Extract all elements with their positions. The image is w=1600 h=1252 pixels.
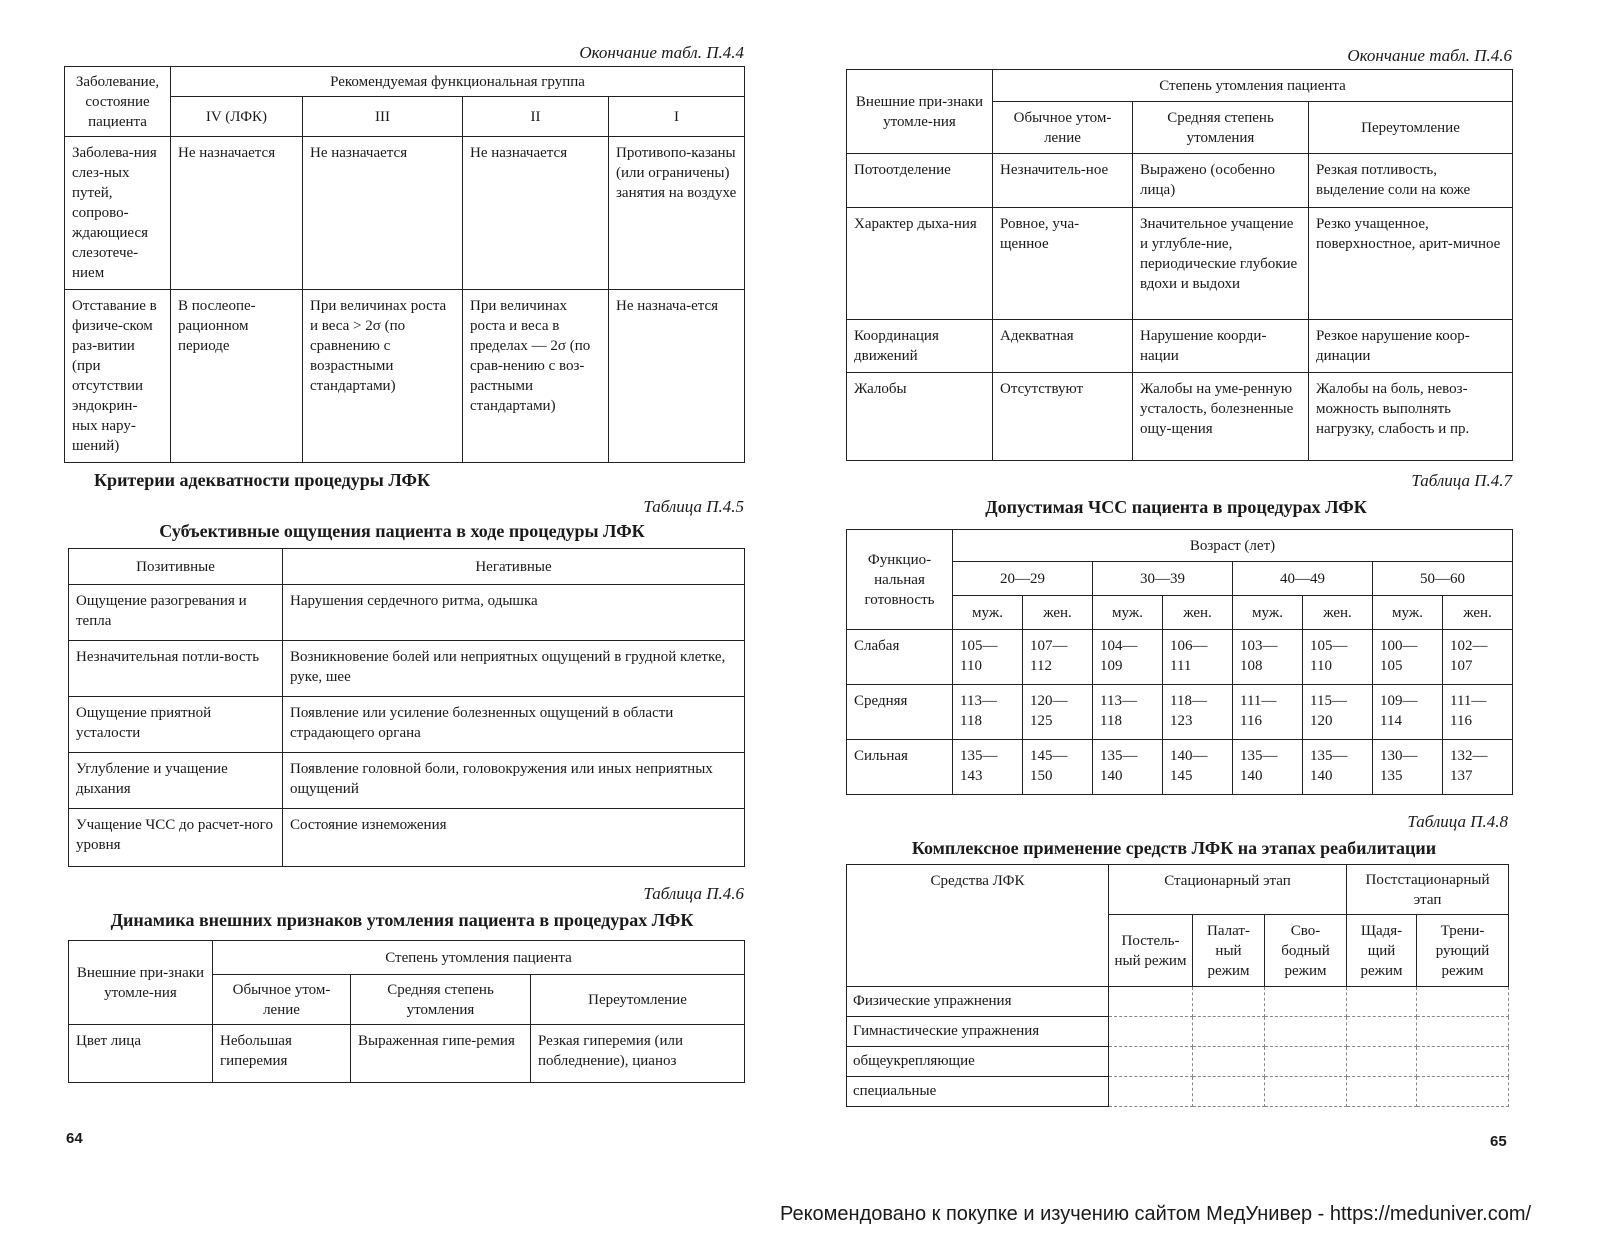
table-p4-4 [64,66,744,463]
header-group: IV (ЛФК) [171,97,303,137]
empty-cell [1109,987,1193,1017]
table-cell: Средняя [847,685,953,740]
table-row [847,987,1509,1017]
left-page [0,0,800,1200]
table-cell: Появление головной боли, головокружения или иных неприятных ощущений [283,753,745,809]
empty-cell [1193,1047,1265,1077]
table-cell: Жалобы на боль, невоз-можность выполнять нагрузку, слабость и пр. [1309,373,1513,461]
header-sex: муж. [1233,596,1303,630]
table-cell: Нарушение коорди-нации [1133,320,1309,373]
table-cell: общеукрепляющие [847,1047,1109,1077]
table-cell: 106—111 [1163,630,1233,685]
header-means: Средства ЛФК [847,865,1109,987]
table-cell: 135—143 [953,740,1023,795]
table-cell: Отставание в физиче-ском раз-витии (при отсутствии эндокрин-ных нару-шений) [65,290,171,463]
table-cell: В послеопе-рационном периоде [171,290,303,463]
empty-cell [1347,1047,1417,1077]
table-cell: 135—140 [1303,740,1373,795]
table-title: Субъективные ощущения пациента в ходе процедуры ЛФК [159,521,645,541]
header-group: III [303,97,463,137]
table-row [69,753,745,809]
table-p4-7 [846,529,1512,795]
table-cell: Выражено (особенно лица) [1133,154,1309,208]
table-cell: Координация движений [847,320,993,373]
table-cell: 105—110 [1303,630,1373,685]
empty-cell [1347,1077,1417,1107]
table-cell: Возникновение болей или неприятных ощущений в грудной клетке, руке, шее [283,641,745,697]
table-cell: 118—123 [1163,685,1233,740]
table-cell: 105—110 [953,630,1023,685]
table-cell: Отсутствуют [993,373,1133,461]
header-group: II [463,97,609,137]
table-cell: Небольшая гиперемия [213,1025,351,1083]
table-cell: 111—116 [1233,685,1303,740]
header-mode: Трени-рующий режим [1417,915,1509,987]
table-cell: Противопо-казаны (или ограничены) занятия на воздухе [609,137,745,290]
header-mode: Постель-ный режим [1109,915,1193,987]
empty-cell [1417,987,1509,1017]
table-title: Допустимая ЧСС пациента в процедурах ЛФК [985,497,1367,517]
table-row [847,1047,1509,1077]
table-row [847,630,1513,685]
table-cell: специальные [847,1077,1109,1107]
header-fatigue-level: Переутомление [531,975,745,1025]
table-cell: Жалобы [847,373,993,461]
table-p4-6-continuation [846,69,1512,461]
table-cell: Резкое нарушение коор-динации [1309,320,1513,373]
table-cell: Физические упражнения [847,987,1109,1017]
table-cell: Резко учащенное, поверхностное, арит-мичное [1309,208,1513,320]
table-row [847,1017,1509,1047]
header-sex: жен. [1023,596,1093,630]
header-sex: муж. [1093,596,1163,630]
table-cell: Углубление и учащение дыхания [69,753,283,809]
table-cell: Жалобы на уме-ренную усталость, болезненные ощу-щения [1133,373,1309,461]
empty-cell [1193,1017,1265,1047]
table-cell: Гимнастические упражнения [847,1017,1109,1047]
empty-cell [1347,1017,1417,1047]
table-cell: 145—150 [1023,740,1093,795]
header-sex: жен. [1443,596,1513,630]
right-page [800,0,1600,1200]
table-cell: 120—125 [1023,685,1093,740]
empty-cell [1109,1047,1193,1077]
header-positive: Позитивные [69,549,283,585]
table-row [847,1077,1509,1107]
empty-cell [1265,1077,1347,1107]
header-fatigue-level: Средняя степень утомления [351,975,531,1025]
table-cell: 111—116 [1443,685,1513,740]
header-negative: Негативные [283,549,745,585]
table-cell: Характер дыха-ния [847,208,993,320]
header-sex: муж. [1373,596,1443,630]
header-functional-group: Рекомендуемая функциональная группа [171,67,745,97]
table-cell: Выраженная гипе-ремия [351,1025,531,1083]
table-p4-5 [68,548,744,867]
header-post-stationary-stage: Постстационарный этап [1347,865,1509,915]
page-number: 64 [66,1130,83,1147]
header-fatigue-level: Обычное утом-ление [213,975,351,1025]
empty-cell [1417,1047,1509,1077]
empty-cell [1265,1047,1347,1077]
empty-cell [1193,1077,1265,1107]
table-cell: Не назначается [303,137,463,290]
header-fatigue-level: Переутомление [1309,102,1513,154]
table-p4-8 [846,864,1508,1107]
empty-cell [1265,987,1347,1017]
table-cell: Цвет лица [69,1025,213,1083]
header-age-range: 20—29 [953,562,1093,596]
table-cell: Учащение ЧСС до расчет-ного уровня [69,809,283,867]
footer-recommendation: Рекомендовано к покупке и изучению сайтом МедУнивер - https://meduniver.com/ [780,1203,1532,1225]
table-label: Таблица П.4.7 [1411,471,1512,490]
empty-cell [1109,1017,1193,1047]
header-sex: жен. [1303,596,1373,630]
header-signs: Внешние при-знаки утомле-ния [847,70,993,154]
table-title: Динамика внешних признаков утомления пациента в процедурах ЛФК [110,910,694,930]
table-cell: 103—108 [1233,630,1303,685]
table-row [69,809,745,867]
table-cell: 135—140 [1233,740,1303,795]
table-cell: Потоотделение [847,154,993,208]
header-fatigue-level: Обычное утом-ление [993,102,1133,154]
table-continuation-label: Окончание табл. П.4.6 [1347,46,1512,65]
table-cell: При величинах роста и веса в пределах — 2σ (по срав-нению с воз-растными стандартами) [463,290,609,463]
table-cell: 113—118 [1093,685,1163,740]
table-cell: Не назначается [171,137,303,290]
header-sex: муж. [953,596,1023,630]
table-cell: Незначительная потли-вость [69,641,283,697]
table-p4-6 [68,940,744,1083]
table-cell: 107—112 [1023,630,1093,685]
table-cell: Ощущение разогревания и тепла [69,585,283,641]
header-age-range: 30—39 [1093,562,1233,596]
table-cell: Ровное, уча-щенное [993,208,1133,320]
table-cell: 109—114 [1373,685,1443,740]
table-cell: Ощущение приятной усталости [69,697,283,753]
header-mode: Сво-бодный режим [1265,915,1347,987]
table-row [69,697,745,753]
table-cell: 104—109 [1093,630,1163,685]
table-label: Таблица П.4.6 [643,884,744,903]
table-row [65,290,745,463]
table-row [847,154,1513,208]
table-cell: 130—135 [1373,740,1443,795]
table-row [847,373,1513,461]
table-cell: 140—145 [1163,740,1233,795]
table-cell: Резкая гиперемия (или побледнение), цианоз [531,1025,745,1083]
table-cell: 113—118 [953,685,1023,740]
empty-cell [1193,987,1265,1017]
table-title: Комплексное применение средств ЛФК на этапах реабилитации [911,838,1437,858]
table-row [69,585,745,641]
table-label: Таблица П.4.8 [1407,812,1508,831]
table-cell: 100—105 [1373,630,1443,685]
table-cell: Состояние изнеможения [283,809,745,867]
table-row [65,137,745,290]
header-sex: жен. [1163,596,1233,630]
header-signs: Внешние при-знаки утомле-ния [69,941,213,1025]
table-cell: 135—140 [1093,740,1163,795]
header-stationary-stage: Стационарный этап [1109,865,1347,915]
header-age-range: 40—49 [1233,562,1373,596]
table-cell: Слабая [847,630,953,685]
table-label: Таблица П.4.5 [643,497,744,516]
table-row [847,740,1513,795]
header-group: I [609,97,745,137]
header-mode: Палат-ный режим [1193,915,1265,987]
table-cell: Значительное учащение и углубле-ние, периодические глубокие вдохи и выдохи [1133,208,1309,320]
header-age-range: 50—60 [1373,562,1513,596]
empty-cell [1109,1077,1193,1107]
table-row [847,685,1513,740]
header-disease: Заболевание, состояние пациента [65,67,171,137]
empty-cell [1417,1077,1509,1107]
section-title: Критерии адекватности процедуры ЛФК [94,470,431,490]
table-cell: Незначитель-ное [993,154,1133,208]
table-cell: Заболева-ния слез-ных путей, сопрово-ждающиеся слезотече-нием [65,137,171,290]
table-row [847,208,1513,320]
header-fatigue-level: Средняя степень утомления [1133,102,1309,154]
table-cell: Не назначается [463,137,609,290]
table-cell: Резкая потливость, выделение соли на коже [1309,154,1513,208]
empty-cell [1417,1017,1509,1047]
empty-cell [1347,987,1417,1017]
table-row [847,320,1513,373]
table-cell: 115—120 [1303,685,1373,740]
page-number: 65 [1490,1133,1507,1150]
header-readiness: Функцио-нальная готовность [847,530,953,630]
table-cell: 102—107 [1443,630,1513,685]
table-continuation-label: Окончание табл. П.4.4 [579,43,744,62]
table-cell: Появление или усиление болезненных ощущений в области страдающего органа [283,697,745,753]
table-row [69,1025,745,1083]
header-degree: Степень утомления пациента [993,70,1513,102]
header-age: Возраст (лет) [953,530,1513,562]
table-cell: Нарушения сердечного ритма, одышка [283,585,745,641]
table-cell: При величинах роста и веса > 2σ (по сравнению с возрастными стандартами) [303,290,463,463]
table-cell: Сильная [847,740,953,795]
table-cell: 132—137 [1443,740,1513,795]
table-cell: Не назнача-ется [609,290,745,463]
header-degree: Степень утомления пациента [213,941,745,975]
table-cell: Адекватная [993,320,1133,373]
empty-cell [1265,1017,1347,1047]
table-row [69,641,745,697]
header-mode: Щадя-щий режим [1347,915,1417,987]
